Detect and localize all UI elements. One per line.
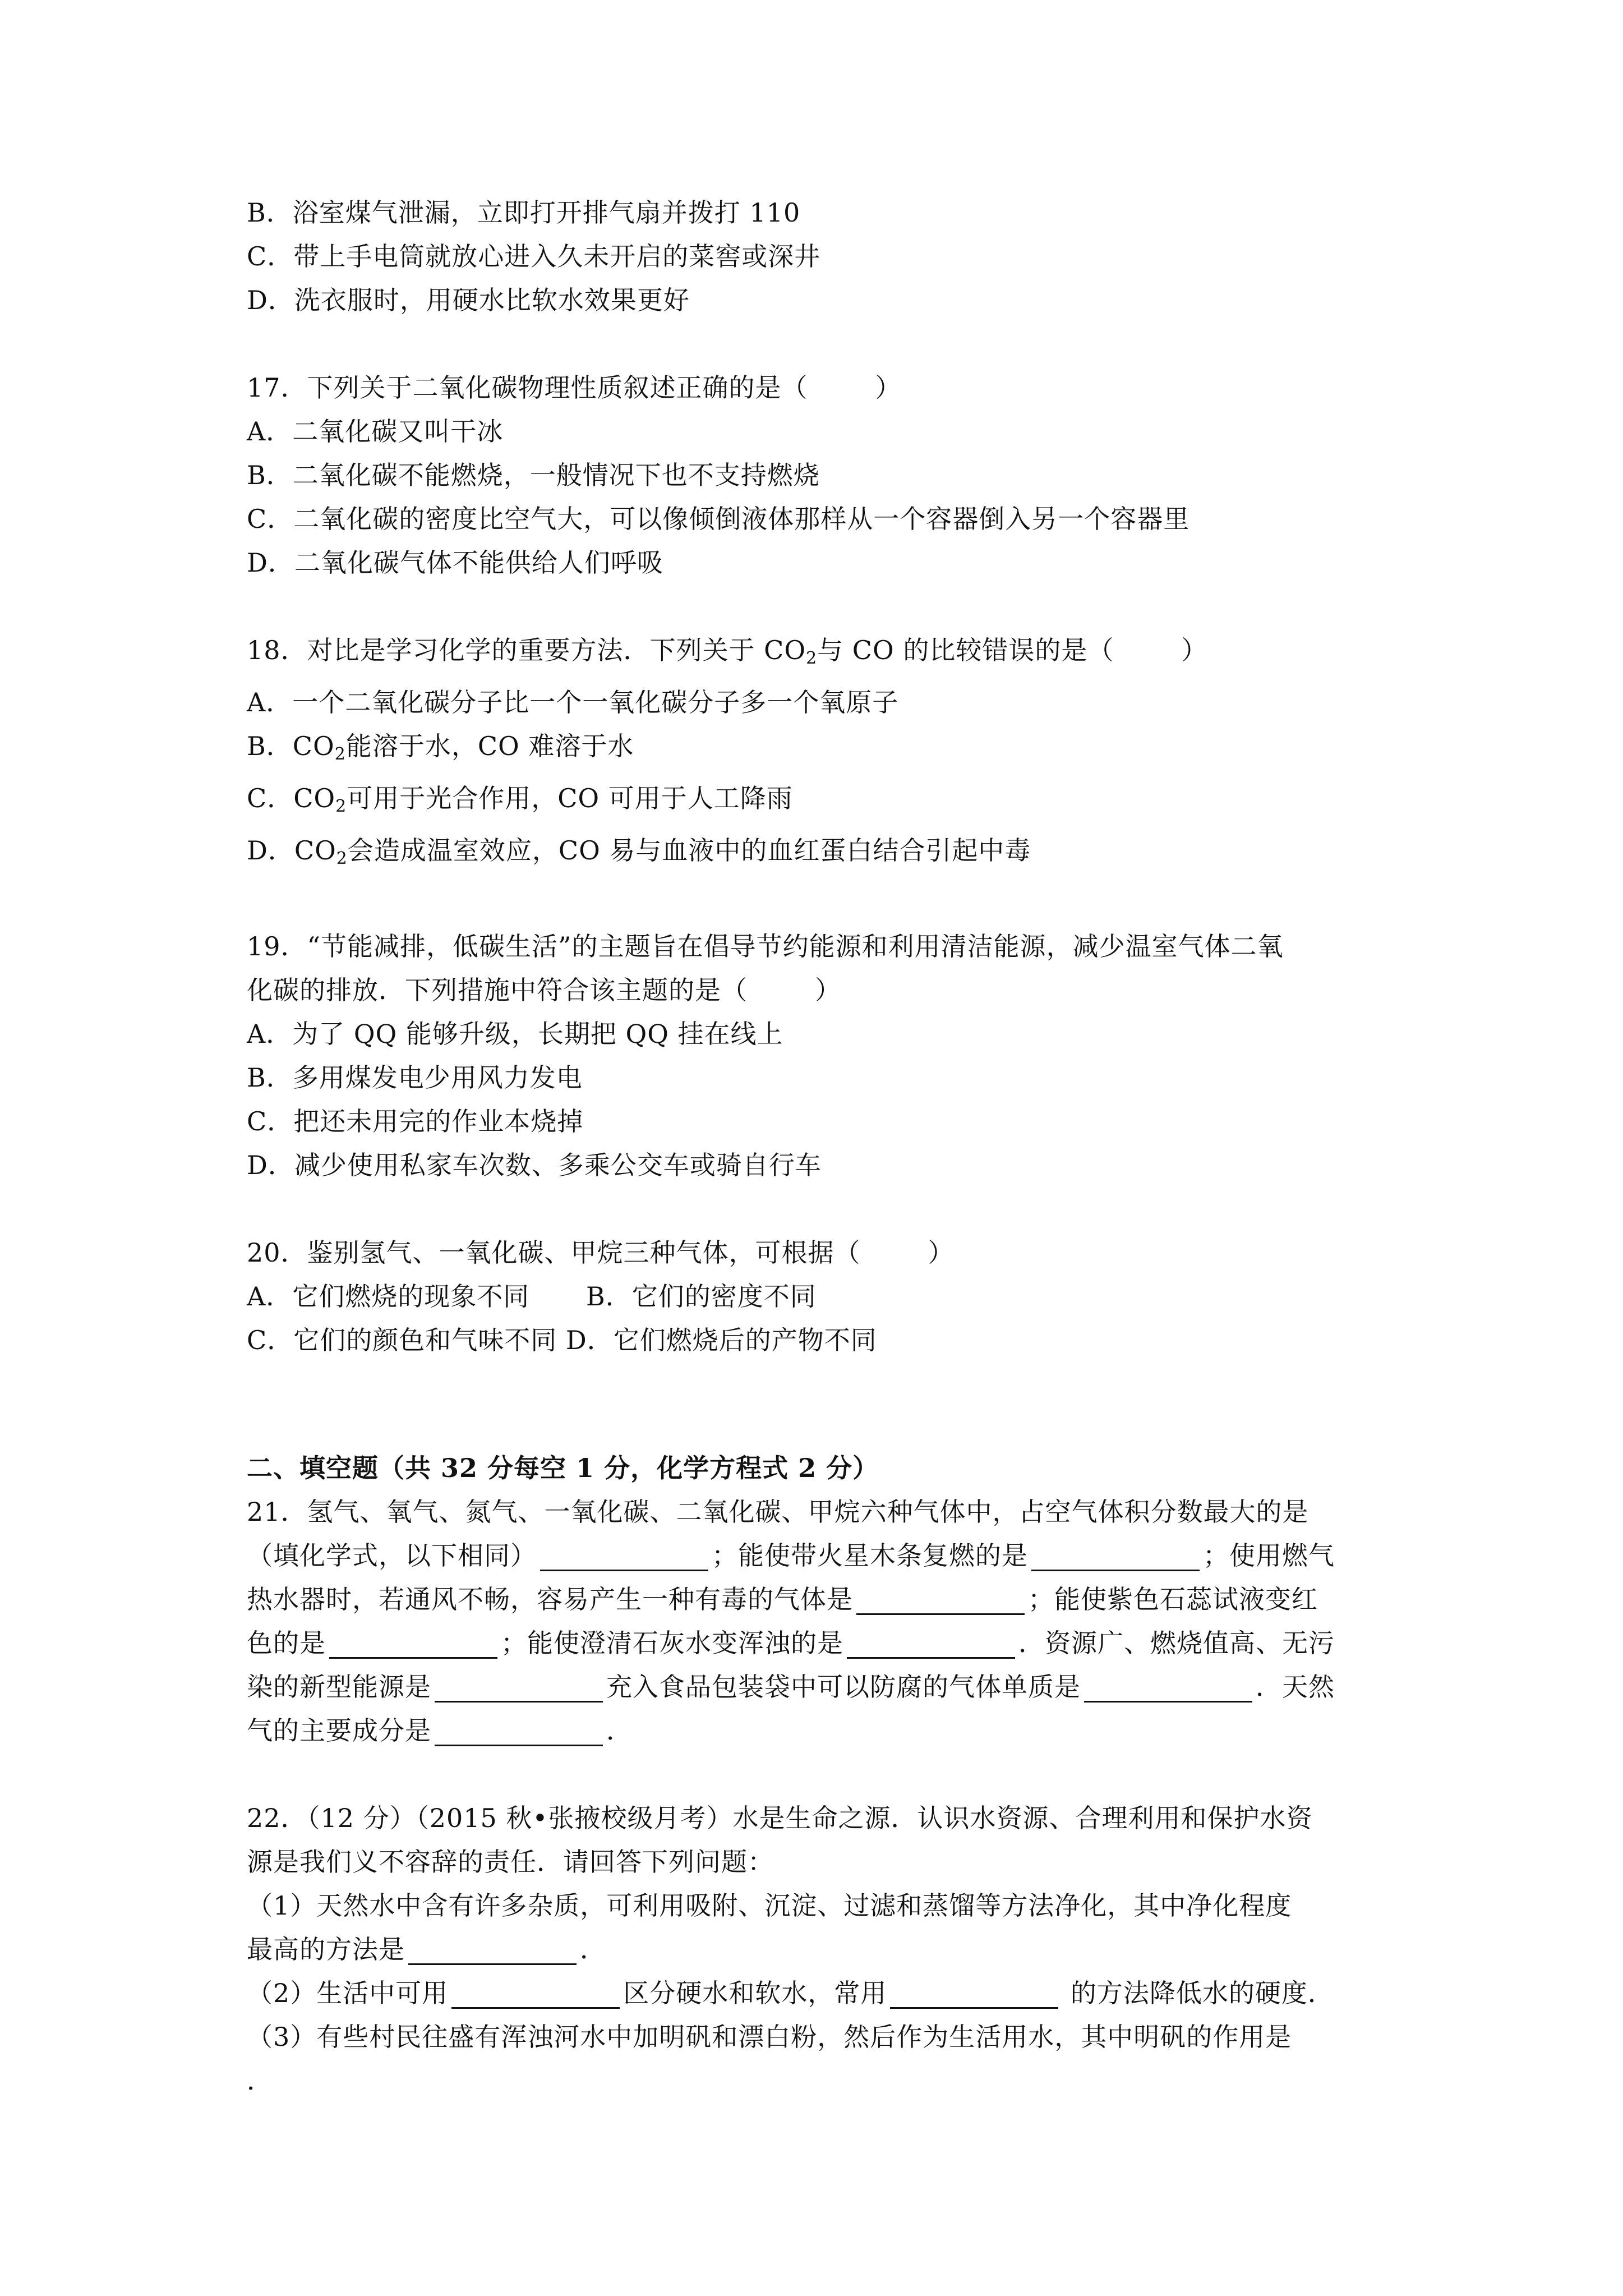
q18-stem: 18．对比是学习化学的重要方法．下列关于 $CO_2$与 CO 的比较错误的是（ ）: [247, 635, 1208, 668]
q17-stem: 17．下列关于二氧化碳物理性质叙述正确的是（ ）: [247, 372, 902, 403]
q17-option-a: A．二氧化碳又叫干冰: [247, 416, 504, 447]
q22-part1-line1: （1）天然水中含有许多杂质，可利用吸附、沉淀、过滤和蒸馏等方法净化，其中净化程度: [247, 1890, 1292, 1921]
answer-blank[interactable]: [890, 1976, 1058, 2009]
answer-blank[interactable]: [408, 1932, 577, 1965]
q20-stem: 20．鉴别氢气、一氧化碳、甲烷三种气体，可根据（ ）: [247, 1237, 955, 1268]
q20-option-b: B．它们的密度不同: [586, 1281, 817, 1312]
q19-stem-line1: 19．“节能减排，低碳生活”的主题旨在倡导节约能源和利用清洁能源，减少温室气体二氧: [247, 931, 1284, 961]
q20-options-row1: [247, 1274, 1402, 1318]
q22-part3-line2: ．: [247, 2065, 273, 2096]
q16-option-b: B．浴室煤气泄漏，立即打开排气扇并拨打 110: [247, 197, 801, 228]
q20-option-a: A．它们燃烧的现象不同: [247, 1281, 530, 1312]
q18-option-d: D．$CO_2$会造成温室效应，CO 易与血液中的血红蛋白结合引起中毒: [247, 835, 1031, 868]
q19-option-c: C．把还未用完的作业本烧掉: [247, 1106, 584, 1137]
exam-page: [247, 191, 1402, 2102]
answer-blank[interactable]: [540, 1538, 708, 1571]
q16-option-c: C．带上手电筒就放心进入久未开启的菜窖或深井: [247, 241, 821, 272]
q18-option-b: B．$CO_2$能溶于水，CO 难溶于水: [247, 731, 634, 764]
q20-option-c: C．它们的颜色和气味不同: [247, 1325, 557, 1355]
q18-option-c: C．$CO_2$可用于光合作用，CO 可用于人工降雨: [247, 783, 793, 816]
q18-option-a: A．一个二氧化碳分子比一个一氧化碳分子多一个氧原子: [247, 687, 899, 717]
q20-option-d: D．它们燃烧后的产物不同: [565, 1325, 877, 1355]
q22-part2: （2）生活中可用 区分硬水和软水，常用 的方法降低水的硬度．: [247, 1971, 1402, 2015]
q19-option-b: B．多用煤发电少用风力发电: [247, 1062, 583, 1093]
q17-option-b: B．二氧化碳不能燃烧，一般情况下也不支持燃烧: [247, 460, 820, 490]
q17-option-d: D．二氧化碳气体不能供给人们呼吸: [247, 547, 663, 578]
answer-blank[interactable]: [847, 1626, 1015, 1659]
q17-option-c: C．二氧化碳的密度比空气大，可以像倾倒液体那样从一个容器倒入另一个容器里: [247, 504, 1190, 534]
q22-part3-line1: （3）有些村民往盛有浑浊河水中加明矾和漂白粉，然后作为生活用水，其中明矾的作用是: [247, 2022, 1292, 2052]
q22-line2: 源是我们义不容辞的责任．请回答下列问题：: [247, 1847, 774, 1877]
q16-option-d: D．洗衣服时，用硬水比软水效果更好: [247, 285, 690, 315]
answer-blank[interactable]: [435, 1713, 603, 1746]
answer-blank[interactable]: [856, 1582, 1025, 1615]
q19-stem-line2: 化碳的排放．下列措施中符合该主题的是（ ）: [247, 975, 841, 1005]
answer-blank[interactable]: [329, 1626, 497, 1659]
q21-line5: 染的新型能源是 充入食品包装袋中可以防腐的气体单质是 ．天然: [247, 1665, 1402, 1709]
q21-line4: 色的是 ；能使澄清石灰水变浑浊的是 ．资源广、燃烧值高、无污: [247, 1621, 1402, 1665]
q21-line2: （填化学式，以下相同） ；能使带火星木条复燃的是 ；使用燃气: [247, 1534, 1402, 1577]
q19-option-d: D．减少使用私家车次数、多乘公交车或骑自行车: [247, 1150, 822, 1180]
q19-option-a: A．为了 QQ 能够升级，长期把 QQ 挂在线上: [247, 1019, 783, 1049]
q22-part1-line2: 最高的方法是 ．: [247, 1927, 1402, 1971]
answer-blank[interactable]: [451, 1976, 620, 2009]
answer-blank[interactable]: [1084, 1669, 1252, 1703]
q21-line3: 热水器时，若通风不畅，容易产生一种有毒的气体是 ；能使紫色石蕊试液变红: [247, 1577, 1402, 1621]
q22-line1: 22．（12 分）（2015 秋•张掖校级月考）水是生命之源．认识水资源、合理利用和保护水资: [247, 1803, 1313, 1833]
section-title: 二、填空题（共 32 分每空 1 分，化学方程式 2 分）: [247, 1453, 879, 1483]
answer-blank[interactable]: [435, 1669, 603, 1703]
q20-options-row2: [247, 1318, 1402, 1362]
q21-line6: 气的主要成分是 ．: [247, 1709, 1402, 1752]
q21-line1: 21．氢气、氧气、氮气、一氧化碳、二氧化碳、甲烷六种气体中，占空气体积分数最大的是: [247, 1497, 1309, 1527]
answer-blank[interactable]: [1031, 1538, 1200, 1571]
